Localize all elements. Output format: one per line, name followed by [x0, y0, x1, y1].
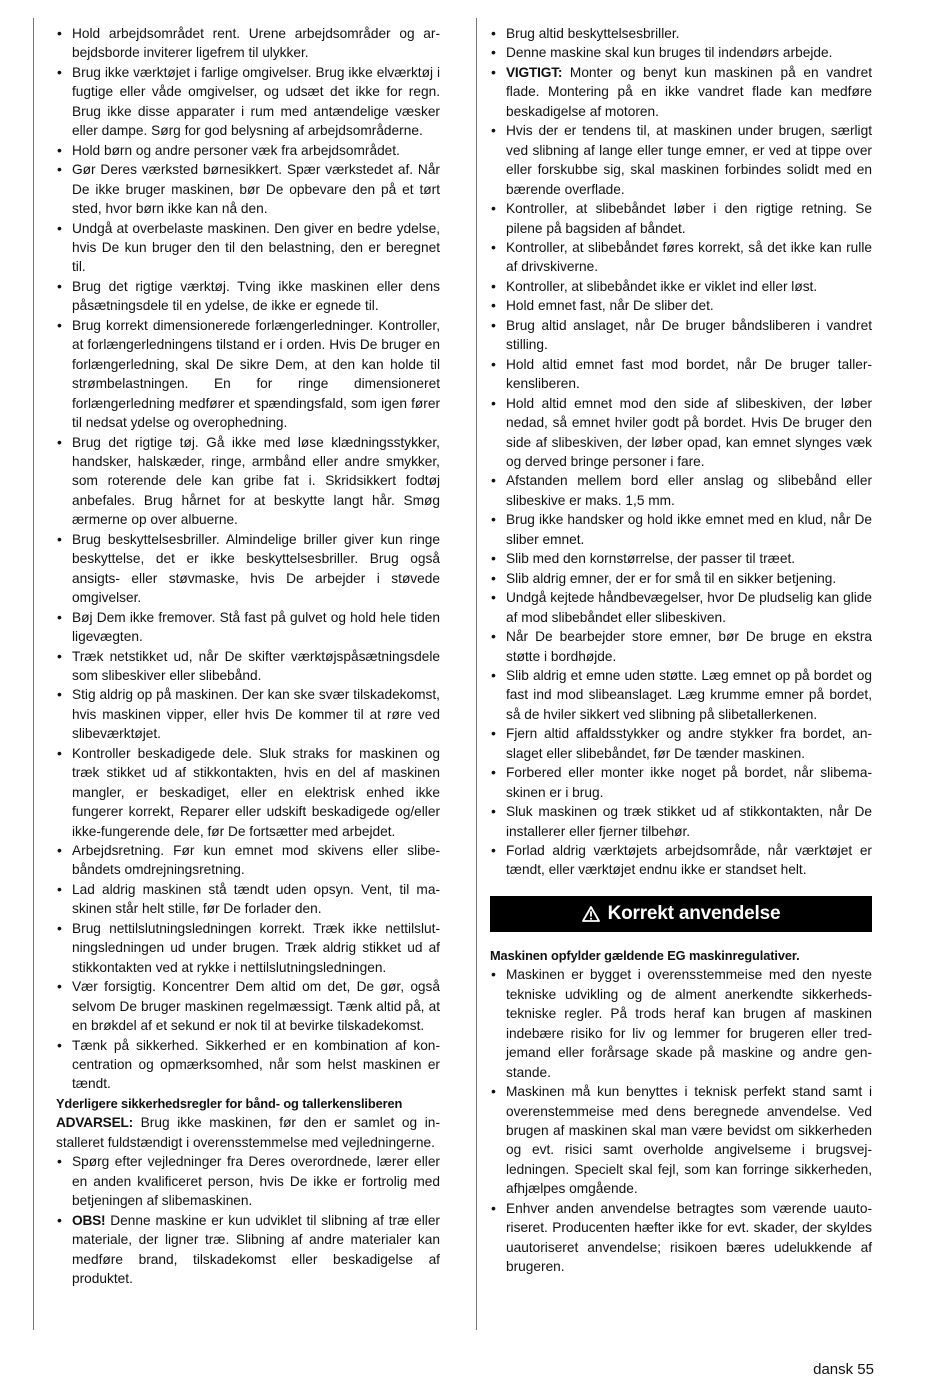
right-list-c: [490, 965, 872, 1276]
list-item: • Brug nettilslutningsledningen korrekt. Træk ikke nettilslutningsledningen ud under brugen. Træk aldrig stikket ud af stikkontakten ved at rykke i nettilslutningsledningen.: [56, 919, 440, 977]
list-item: • Brug ikke værktøjet i farlige omgivelser. Brug ikke elværktøj i fugtige eller våde omgivelser, og udsæt det ikke for regn. Brug ikke disse apparater i rum med antændelige væsker eller dampe. Sørg for god belysning af arbejdsområderne.: [56, 63, 440, 141]
warning-paragraph: [56, 1113, 440, 1152]
additional-list: [56, 1152, 440, 1288]
obs-label: OBS!: [72, 1212, 106, 1228]
right-list-a: [490, 24, 872, 880]
list-item: • Slib med den kornstørrelse, der passer til træet.: [490, 549, 872, 568]
list-item: • Denne maskine skal kun bruges til indendørs arbejde.: [490, 43, 872, 62]
list-item: • Arbejdsretning. Før kun emnet mod skivens eller slibebåndets omdrejningsretning.: [56, 841, 440, 880]
section-title: Korrekt anvendelse: [607, 903, 781, 925]
list-item: • Hold børn og andre personer væk fra arbejdsområdet.: [56, 141, 440, 160]
page-number: dansk 55: [813, 1361, 874, 1378]
right-column: [490, 24, 872, 1277]
list-item: • Fjern altid affaldsstykker og andre stykker fra bordet, anslaget eller slibebåndet, før De tænder maskinen.: [490, 724, 872, 763]
warning-label: ADVARSEL:: [56, 1115, 134, 1131]
safety-list: [56, 24, 440, 1094]
list-item: • Enhver anden anvendelse betragtes som værende uautoriseret. Producenten hæfter ikke for evt. skader, der skyldes uautoriseret anvendelse; risikoen bæres udelukkende af brugeren.: [490, 1199, 872, 1277]
list-item: • Spørg efter vejledninger fra Deres overordnede, lærer eller en anden kvalificeret person, hvis De ikke er fortrolig med betjeningen af slibemaskinen.: [56, 1152, 440, 1210]
list-item: • Kontroller, at slibebåndet løber i den rigtige retning. Se pilene på bagsiden af båndet.: [490, 199, 872, 238]
list-item: • Brug beskyttelsesbriller. Almindelige briller giver kun ringe beskyttelse, det er ikke beskyttelsesbriller. Brug også ansigts- eller støvmaske, hvis De arbejder i støvede omgivelser.: [56, 530, 440, 608]
list-item: • Brug det rigtige værktøj. Tving ikke maskinen eller dens påsætningsdele til en ydelse, de ikke er egnede til.: [56, 277, 440, 316]
warning-text: Brug ikke maskinen, før den er samlet og installeret fuldstændigt i overensstemmelse med vejledningerne.: [56, 1115, 440, 1150]
list-item: • Forbered eller monter ikke noget på bordet, når slibemaskinen er i brug.: [490, 763, 872, 802]
list-item: • Brug altid anslaget, når De bruger båndsliberen i vandret stilling.: [490, 316, 872, 355]
left-margin-rule: [33, 18, 34, 1330]
list-item: • Undgå kejtede håndbevægelser, hvor De pludselig kan glide af mod slibebåndet eller slibeskiven.: [490, 588, 872, 627]
list-item: • Hold emnet fast, når De sliber det.: [490, 296, 872, 315]
list-item: • Brug ikke handsker og hold ikke emnet med en klud, når De sliber emnet.: [490, 510, 872, 549]
list-item: • Hold altid emnet fast mod bordet, når De bruger tallerkensliberen.: [490, 355, 872, 394]
list-item: • Tænk på sikkerhed. Sikkerhed er en kombination af koncentration og opmærksomhed, når som helst maskinen er tændt.: [56, 1036, 440, 1094]
list-item: • Maskinen må kun benyttes i teknisk perfekt stand samt i overenstemmeise med dens beregnede anvendelse. Ved brugen af maskinen skal man være bevidst om sikkerheden og evt. risici samt overholde angivelseme i brugsvejledningen. Specielt skal fejl, som kan forringe sikkerheden, afhjælpes omgående.: [490, 1082, 872, 1199]
list-item-vigtigt: [490, 63, 872, 121]
list-item: • Når De bearbejder store emner, bør De bruge en ekstra støtte i bordhøjde.: [490, 627, 872, 666]
list-item: • Slib aldrig et emne uden støtte. Læg emnet op på bordet og fast ind mod slibeanslaget. Læg krumme emner på bordet, så de hviler sikkert ved slibning på slibetallerkenen.: [490, 666, 872, 724]
vigtigt-label: VIGTIGT:: [506, 64, 563, 80]
list-item: • Undgå at overbelaste maskinen. Den giver en bedre ydelse, hvis De kun bruger den til den belastning, den er beregnet til.: [56, 219, 440, 277]
list-item: • Hvis der er tendens til, at maskinen under brugen, særligt ved slibning af lange eller tunge emner, er ved at tippe over eller forskubbe sig, skal maskinen forbindes solidt med en bærende overflade.: [490, 121, 872, 199]
left-column: [56, 24, 440, 1288]
subheading-additional-rules: Yderligere sikkerhedsregler for bånd- og tallerkensliberen: [56, 1095, 403, 1111]
warning-triangle-icon: [582, 906, 600, 922]
list-item: • Brug korrekt dimensionerede forlængerledninger. Kontroller, at forlængerledningens tilstand er i orden. Hvis De bruger en forlængerledning, skal De sikre Dem, at den kan holde til strømbelastningen. En for ringe dimensioneret forlængerledning medfører et spændingsfald, som igen fører til nedsat ydelse og overophedning.: [56, 316, 440, 433]
list-item: • Stig aldrig op på maskinen. Der kan ske svær tilskadekomst, hvis maskinen vipper, eller hvis De kommer til at røre ved slibeværktøjet.: [56, 685, 440, 743]
list-item: • Sluk maskinen og træk stikket ud af stikkontakten, når De installerer eller fjerner tilbehør.: [490, 802, 872, 841]
list-item: • Kontroller beskadigede dele. Sluk straks for maskinen og træk stikket ud af stikkontakten, hvis en del af maskinen mangler, er beskadiget, eller en elektrisk enhed ikke fungerer korrekt, Reparer eller udskift beskadigede og/eller ikke-fungerende dele, før De fortsætter med arbejdet.: [56, 744, 440, 841]
list-item: • Træk netstikket ud, når De skifter værktøjspåsætningsdele som slibeskiver eller slibebånd.: [56, 647, 440, 686]
list-item: • Brug det rigtige tøj. Gå ikke med løse klædningsstykker, handsker, halskæder, ringe, armbånd eller andre smykker, som roterende dele kan gribe fat i. Skridsikkert fodtøj anbefales. Brug hårnet for at beskytte langt hår. Smøg ærmerne op over albuerne.: [56, 433, 440, 530]
section-header-korrekt-anvendelse: [490, 896, 872, 932]
vigtigt-text: Monter og benyt kun maskinen på en vandret flade. Montering på en ikke vandret flade kan medføre beskadigelse af motoren.: [506, 64, 872, 119]
list-item: • Gør Deres værksted børnesikkert. Spær værkstedet af. Når De ikke bruger maskinen, bør De opbevare den på et tørt sted, hvor børn ikke kan nå den.: [56, 160, 440, 218]
list-item: • Brug altid beskyttelsesbriller.: [490, 24, 872, 43]
section-subheading: Maskinen opfylder gældende EG maskinregulativer.: [490, 947, 800, 963]
list-item: • Vær forsigtig. Koncentrer Dem altid om det, De gør, også selvom De bruger maskinen regelmæssigt. Tænk altid på, at en brøkdel af et sekund er nok til at bevirke tilskadekomst.: [56, 977, 440, 1035]
list-item-obs: [56, 1211, 440, 1289]
list-item: • Afstanden mellem bord eller anslag og slibebånd eller slibeskive er maks. 1,5 mm.: [490, 471, 872, 510]
list-item: • Maskinen er bygget i overensstemmeise med den nyeste tekniske udvikling og de alment anerkendte sikkerhedstekniske regler. På trods heraf kan brugen af maskinen indebære risiko for liv og lemmer for brugeren eller tredjemand eller forårsage skade på maskine og andre genstande.: [490, 965, 872, 1082]
list-item: • Hold arbejdsområdet rent. Urene arbejdsområder og arbejdsborde inviterer ligefrem til ulykker.: [56, 24, 440, 63]
list-item: • Hold altid emnet mod den side af slibeskiven, der løber nedad, så emnet hviler godt på bordet. Hvis De bruger den side af slibeskiven, der løber opad, kan emnet slynges væk og derved bringe personer i fare.: [490, 394, 872, 472]
list-item: • Kontroller, at slibebåndet føres korrekt, så det ikke kan rulle af drivskiverne.: [490, 238, 872, 277]
list-item: • Bøj Dem ikke fremover. Stå fast på gulvet og hold hele tiden ligevægten.: [56, 608, 440, 647]
list-item: • Kontroller, at slibebåndet ikke er viklet ind eller løst.: [490, 277, 872, 296]
obs-text: Denne maskine er kun udviklet til slibning af træ eller materiale, der ligner træ. Slibning af andre materialer kan medføre brand, tilskadekomst eller beskadigelse af produktet.: [72, 1212, 440, 1286]
list-item: • Forlad aldrig værktøjets arbejdsområde, når værktøjet er tændt, eller værktøjet endnu ikke er standset helt.: [490, 841, 872, 880]
column-divider-rule: [476, 18, 477, 1330]
list-item: • Slib aldrig emner, der er for små til en sikker betjening.: [490, 569, 872, 588]
list-item: • Lad aldrig maskinen stå tændt uden opsyn. Vent, til maskinen står helt stille, før De forlader den.: [56, 880, 440, 919]
